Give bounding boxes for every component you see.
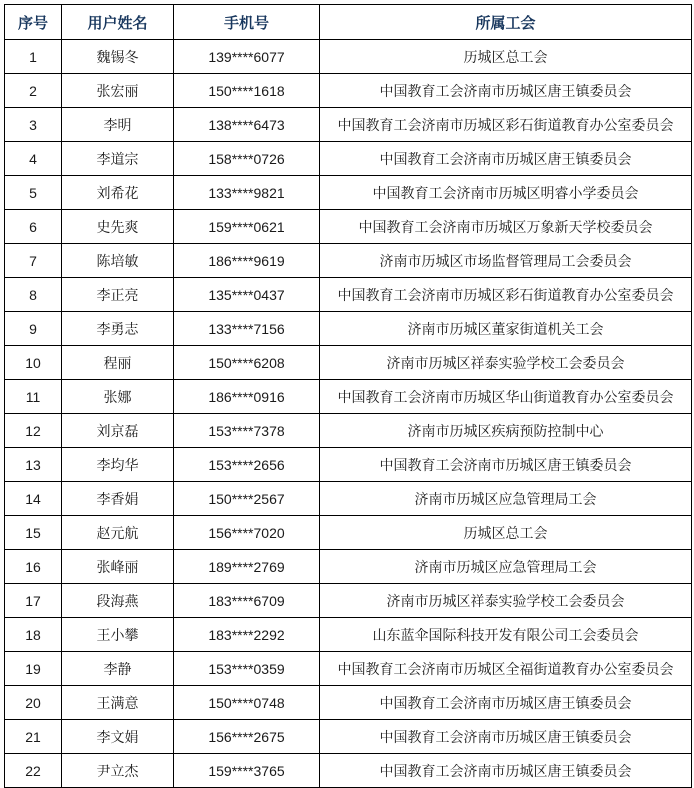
cell-username: 李道宗 xyxy=(62,142,174,176)
cell-username: 程丽 xyxy=(62,346,174,380)
table-body xyxy=(5,40,692,788)
cell-index: 6 xyxy=(5,210,62,244)
cell-index: 16 xyxy=(5,550,62,584)
cell-phone: 156****2675 xyxy=(174,720,320,754)
union-members-table xyxy=(4,4,692,788)
cell-index: 20 xyxy=(5,686,62,720)
cell-username: 李明 xyxy=(62,108,174,142)
header-row xyxy=(5,5,692,40)
cell-index: 8 xyxy=(5,278,62,312)
table-row xyxy=(5,278,692,312)
cell-union: 中国教育工会济南市历城区万象新天学校委员会 xyxy=(320,210,692,244)
cell-username: 张宏丽 xyxy=(62,74,174,108)
cell-index: 15 xyxy=(5,516,62,550)
cell-union: 中国教育工会济南市历城区唐王镇委员会 xyxy=(320,74,692,108)
cell-union: 山东蓝伞国际科技开发有限公司工会委员会 xyxy=(320,618,692,652)
cell-username: 张娜 xyxy=(62,380,174,414)
cell-union: 济南市历城区应急管理局工会 xyxy=(320,550,692,584)
table-row xyxy=(5,210,692,244)
cell-union: 中国教育工会济南市历城区唐王镇委员会 xyxy=(320,142,692,176)
cell-index: 14 xyxy=(5,482,62,516)
header-index: 序号 xyxy=(5,5,62,40)
cell-phone: 139****6077 xyxy=(174,40,320,74)
cell-phone: 186****0916 xyxy=(174,380,320,414)
cell-union: 中国教育工会济南市历城区彩石街道教育办公室委员会 xyxy=(320,278,692,312)
cell-index: 2 xyxy=(5,74,62,108)
cell-username: 陈培敏 xyxy=(62,244,174,278)
cell-index: 17 xyxy=(5,584,62,618)
table-row xyxy=(5,414,692,448)
cell-phone: 189****2769 xyxy=(174,550,320,584)
table-row xyxy=(5,108,692,142)
header-phone: 手机号 xyxy=(174,5,320,40)
cell-phone: 183****6709 xyxy=(174,584,320,618)
cell-username: 李文娟 xyxy=(62,720,174,754)
cell-phone: 150****1618 xyxy=(174,74,320,108)
table-row xyxy=(5,40,692,74)
table-row xyxy=(5,176,692,210)
cell-union: 中国教育工会济南市历城区华山街道教育办公室委员会 xyxy=(320,380,692,414)
cell-union: 济南市历城区市场监督管理局工会委员会 xyxy=(320,244,692,278)
cell-union: 中国教育工会济南市历城区全福街道教育办公室委员会 xyxy=(320,652,692,686)
cell-phone: 158****0726 xyxy=(174,142,320,176)
cell-phone: 133****9821 xyxy=(174,176,320,210)
cell-index: 13 xyxy=(5,448,62,482)
cell-union: 中国教育工会济南市历城区彩石街道教育办公室委员会 xyxy=(320,108,692,142)
cell-index: 4 xyxy=(5,142,62,176)
cell-index: 5 xyxy=(5,176,62,210)
cell-union: 中国教育工会济南市历城区唐王镇委员会 xyxy=(320,754,692,788)
table-row xyxy=(5,142,692,176)
table-row xyxy=(5,74,692,108)
cell-username: 李正亮 xyxy=(62,278,174,312)
cell-union: 历城区总工会 xyxy=(320,40,692,74)
cell-phone: 150****6208 xyxy=(174,346,320,380)
cell-username: 李均华 xyxy=(62,448,174,482)
cell-index: 1 xyxy=(5,40,62,74)
cell-index: 18 xyxy=(5,618,62,652)
cell-phone: 153****0359 xyxy=(174,652,320,686)
table-row xyxy=(5,754,692,788)
table-row xyxy=(5,244,692,278)
cell-username: 王小攀 xyxy=(62,618,174,652)
cell-phone: 186****9619 xyxy=(174,244,320,278)
cell-username: 王满意 xyxy=(62,686,174,720)
cell-index: 21 xyxy=(5,720,62,754)
cell-union: 中国教育工会济南市历城区唐王镇委员会 xyxy=(320,720,692,754)
cell-index: 12 xyxy=(5,414,62,448)
cell-phone: 153****2656 xyxy=(174,448,320,482)
table-row xyxy=(5,482,692,516)
cell-username: 李香娟 xyxy=(62,482,174,516)
cell-index: 10 xyxy=(5,346,62,380)
table-row xyxy=(5,380,692,414)
table-row xyxy=(5,584,692,618)
cell-union: 中国教育工会济南市历城区唐王镇委员会 xyxy=(320,686,692,720)
cell-phone: 135****0437 xyxy=(174,278,320,312)
cell-username: 刘希花 xyxy=(62,176,174,210)
cell-union: 济南市历城区祥泰实验学校工会委员会 xyxy=(320,584,692,618)
table-row xyxy=(5,720,692,754)
table-row xyxy=(5,312,692,346)
cell-phone: 159****3765 xyxy=(174,754,320,788)
cell-union: 中国教育工会济南市历城区明睿小学委员会 xyxy=(320,176,692,210)
cell-username: 李静 xyxy=(62,652,174,686)
table-row xyxy=(5,516,692,550)
cell-union: 济南市历城区董家街道机关工会 xyxy=(320,312,692,346)
cell-username: 李勇志 xyxy=(62,312,174,346)
cell-phone: 153****7378 xyxy=(174,414,320,448)
cell-phone: 183****2292 xyxy=(174,618,320,652)
cell-union: 济南市历城区疾病预防控制中心 xyxy=(320,414,692,448)
table-row xyxy=(5,550,692,584)
cell-username: 史先爽 xyxy=(62,210,174,244)
cell-index: 22 xyxy=(5,754,62,788)
cell-phone: 138****6473 xyxy=(174,108,320,142)
cell-username: 魏锡冬 xyxy=(62,40,174,74)
cell-phone: 156****7020 xyxy=(174,516,320,550)
table-row xyxy=(5,346,692,380)
cell-phone: 150****2567 xyxy=(174,482,320,516)
cell-union: 中国教育工会济南市历城区唐王镇委员会 xyxy=(320,448,692,482)
cell-phone: 150****0748 xyxy=(174,686,320,720)
cell-username: 赵元航 xyxy=(62,516,174,550)
cell-phone: 159****0621 xyxy=(174,210,320,244)
cell-index: 19 xyxy=(5,652,62,686)
table-row xyxy=(5,618,692,652)
cell-username: 刘京磊 xyxy=(62,414,174,448)
cell-index: 3 xyxy=(5,108,62,142)
header-union: 所属工会 xyxy=(320,5,692,40)
table-row xyxy=(5,448,692,482)
cell-username: 尹立杰 xyxy=(62,754,174,788)
table-row xyxy=(5,652,692,686)
cell-index: 7 xyxy=(5,244,62,278)
cell-union: 济南市历城区祥泰实验学校工会委员会 xyxy=(320,346,692,380)
header-username: 用户姓名 xyxy=(62,5,174,40)
cell-phone: 133****7156 xyxy=(174,312,320,346)
cell-index: 11 xyxy=(5,380,62,414)
cell-username: 张峰丽 xyxy=(62,550,174,584)
cell-union: 历城区总工会 xyxy=(320,516,692,550)
cell-username: 段海燕 xyxy=(62,584,174,618)
cell-index: 9 xyxy=(5,312,62,346)
table-row xyxy=(5,686,692,720)
cell-union: 济南市历城区应急管理局工会 xyxy=(320,482,692,516)
